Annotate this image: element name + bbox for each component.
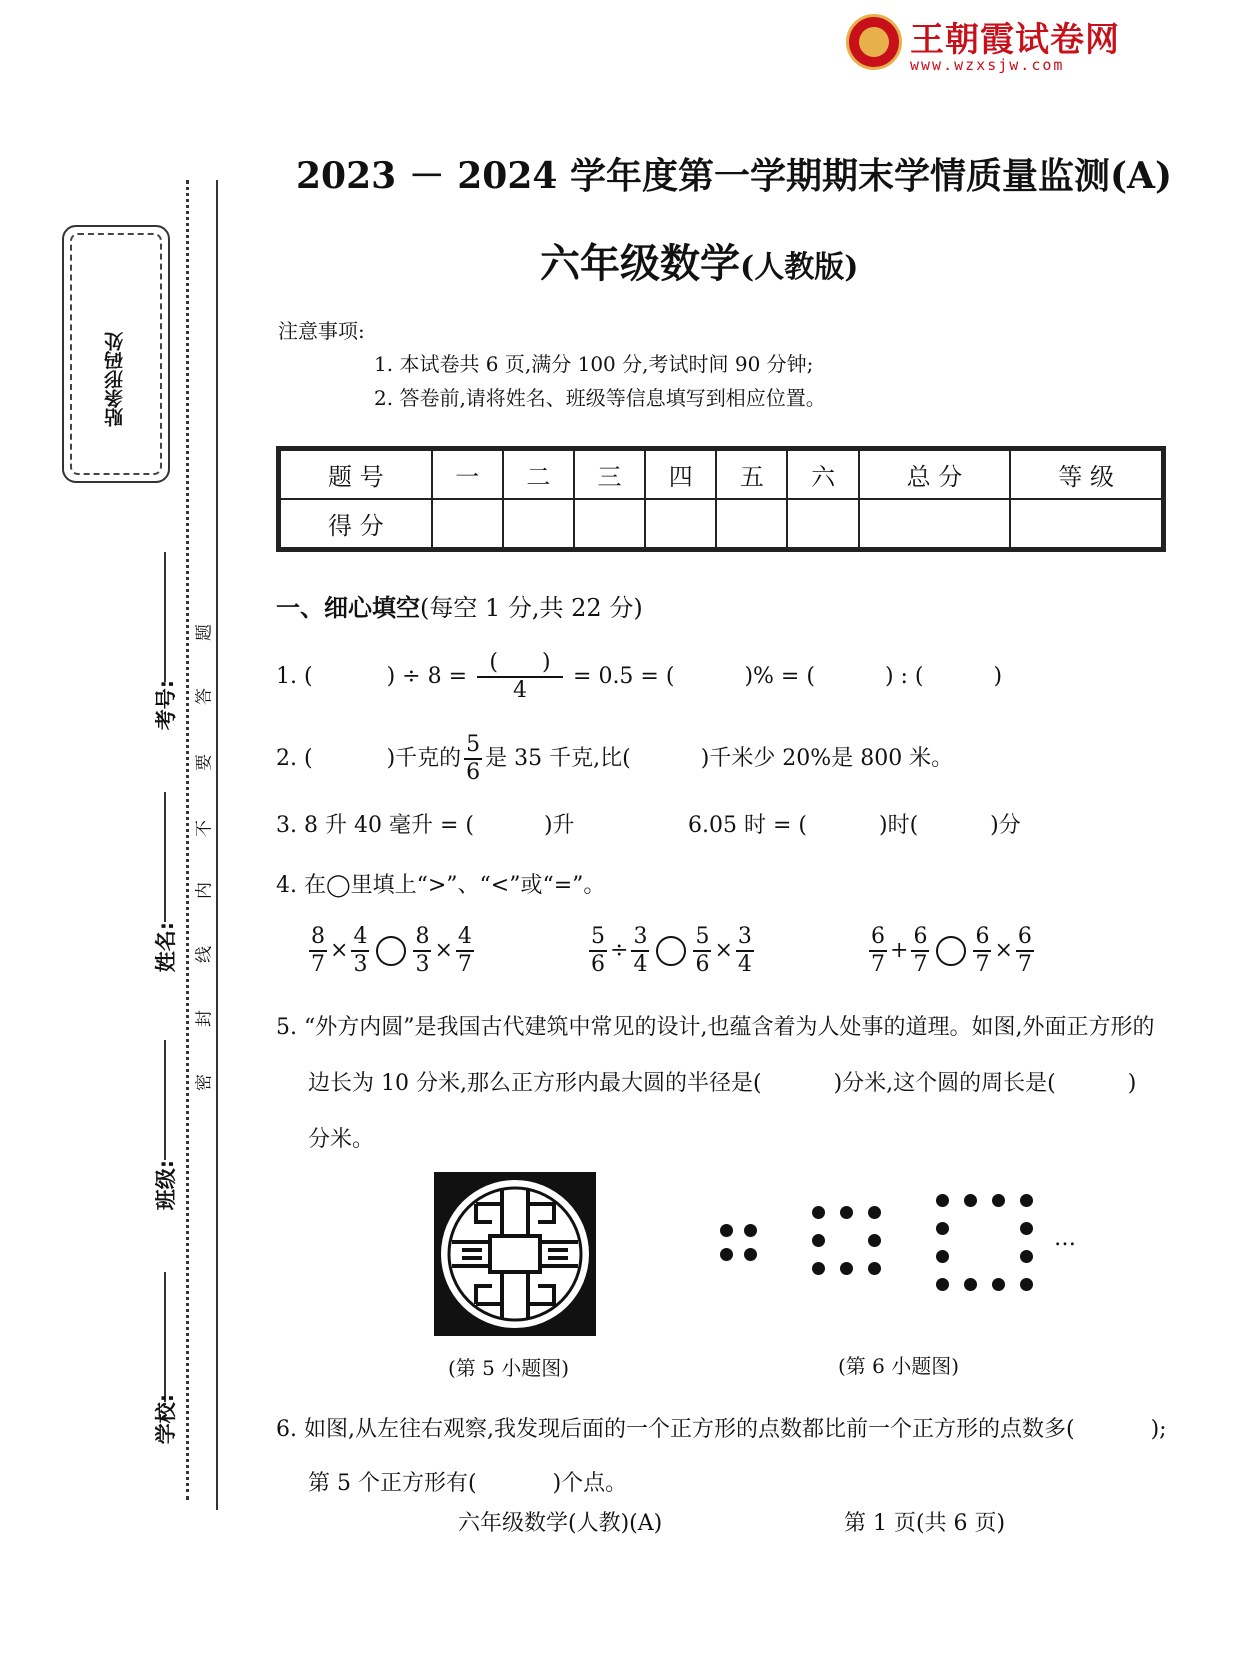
dot-squares-figure bbox=[706, 1190, 1076, 1320]
exam-title: 2023 － 2024 学年度第一学期期末学情质量监测(A) bbox=[296, 155, 1172, 197]
score-cell[interactable] bbox=[716, 499, 787, 548]
score-cell[interactable] bbox=[859, 499, 1011, 548]
question-6-line1: 6. 如图,从左往右观察,我发现后面的一个正方形的点数都比前一个正方形的点数多( ); bbox=[276, 1417, 1167, 1442]
seal-char: 内 bbox=[194, 882, 215, 899]
score-cell[interactable] bbox=[1010, 499, 1162, 548]
logo-badge-icon bbox=[846, 14, 902, 70]
question-3b: 6.05 时 = ( )时( )分 bbox=[688, 813, 1021, 838]
note-item: 1. 本试卷共 6 页,满分 100 分,考试时间 90 分钟; bbox=[374, 352, 814, 376]
question-5-line3: 分米。 bbox=[308, 1127, 375, 1152]
edition: (人教版) bbox=[740, 250, 859, 285]
name-line[interactable] bbox=[164, 792, 166, 922]
score-row-label: 得 分 bbox=[280, 499, 432, 548]
name-label: 姓名: bbox=[154, 921, 178, 973]
question-5-line2: 边长为 10 分米,那么正方形内最大圆的半径是( )分米,这个圆的周长是( ) bbox=[308, 1071, 1137, 1096]
score-header-cell: 等 级 bbox=[1010, 450, 1162, 499]
binding-dotted-line bbox=[186, 180, 189, 1500]
barcode-area bbox=[62, 225, 170, 483]
subject-name: 六年级数学 bbox=[540, 240, 740, 287]
notes-heading: 注意事项: bbox=[278, 319, 365, 343]
section-points: (每空 1 分,共 22 分) bbox=[420, 594, 643, 622]
score-header-cell: 总 分 bbox=[859, 450, 1011, 499]
footer-subject: 六年级数学(人教)(A) bbox=[458, 1511, 663, 1536]
question-6-line2: 第 5 个正方形有( )个点。 bbox=[308, 1471, 628, 1496]
score-cell[interactable] bbox=[574, 499, 645, 548]
score-header-cell: 六 bbox=[787, 450, 858, 499]
ellipsis: … bbox=[1054, 1226, 1076, 1251]
seal-char: 密 bbox=[194, 1074, 215, 1091]
class-line[interactable] bbox=[164, 1040, 166, 1160]
section-title: 一、细心填空 bbox=[276, 594, 420, 622]
score-cell[interactable] bbox=[432, 499, 503, 548]
watermark-name: 王朝霞试卷网 bbox=[910, 20, 1120, 60]
seal-char: 封 bbox=[194, 1010, 215, 1027]
question-1: 1. ( ) ÷ 8 = $\frac{( )}{4}$ = 0.5 = ( )% = ( ) : ( ) bbox=[276, 650, 1003, 703]
score-header-cell: 三 bbox=[574, 450, 645, 499]
score-header-cell: 题 号 bbox=[280, 450, 432, 499]
school-line[interactable] bbox=[164, 1272, 166, 1402]
compare-expression-2: $\frac{5}{6}$ ÷ $\frac{3}{4}$ $\frac{5}{6}$ × $\frac{3}{4}$ bbox=[591, 924, 752, 977]
score-cell[interactable] bbox=[503, 499, 574, 548]
compare-circle[interactable] bbox=[656, 936, 686, 966]
seal-char: 题 bbox=[194, 624, 215, 641]
compare-circle[interactable] bbox=[376, 936, 406, 966]
footer-page: 第 1 页(共 6 页) bbox=[844, 1511, 1006, 1536]
outer-square-inner-circle-figure bbox=[432, 1170, 598, 1338]
score-cell[interactable] bbox=[787, 499, 858, 548]
class-label: 班级: bbox=[154, 1159, 178, 1211]
score-header-cell: 二 bbox=[503, 450, 574, 499]
score-header-cell: 五 bbox=[716, 450, 787, 499]
barcode-label: 贴条形码处 bbox=[104, 332, 126, 427]
score-table bbox=[276, 446, 1166, 552]
question-2: 2. ( )千克的 $\frac{5}{6}$ 是 35 千克,比( )千米少 20%是 800 米。 bbox=[276, 732, 954, 785]
score-cell[interactable] bbox=[645, 499, 716, 548]
compare-expression-1: $\frac{8}{7}$ × $\frac{4}{3}$ $\frac{8}{3}$ × $\frac{4}{7}$ bbox=[311, 924, 472, 977]
seal-char: 答 bbox=[194, 688, 215, 705]
compare-circle[interactable] bbox=[936, 936, 966, 966]
compare-expression-3: $\frac{6}{7}$ + $\frac{6}{7}$ $\frac{6}{7}$ × $\frac{6}{7}$ bbox=[871, 924, 1032, 977]
question-4: 4. 在◯里填上“>”、“<”或“=”。 bbox=[276, 873, 606, 898]
exam-number-line[interactable] bbox=[164, 552, 166, 682]
score-header-cell: 四 bbox=[645, 450, 716, 499]
school-label: 学校: bbox=[154, 1393, 178, 1445]
watermark-url: www.wzxsjw.com bbox=[910, 56, 1065, 74]
score-header-cell: 一 bbox=[432, 450, 503, 499]
question-5-line1: 5. “外方内圆”是我国古代建筑中常见的设计,也蕴含着为人处事的道理。如图,外面正方形的 bbox=[276, 1015, 1155, 1040]
note-item: 2. 答卷前,请将姓名、班级等信息填写到相应位置。 bbox=[374, 386, 826, 410]
section-heading bbox=[276, 588, 643, 623]
figure-5-caption: (第 5 小题图) bbox=[448, 1356, 570, 1380]
seal-char: 不 bbox=[194, 820, 215, 837]
seal-char: 要 bbox=[194, 754, 215, 771]
seal-char: 线 bbox=[194, 946, 215, 963]
binding-solid-line bbox=[216, 180, 218, 1510]
question-3: 3. 8 升 40 毫升 = ( )升 bbox=[276, 813, 575, 838]
exam-number-label: 考号: bbox=[154, 679, 178, 731]
watermark-logo bbox=[846, 12, 1156, 78]
subject-title bbox=[540, 232, 940, 289]
figure-6-caption: (第 6 小题图) bbox=[838, 1354, 960, 1378]
